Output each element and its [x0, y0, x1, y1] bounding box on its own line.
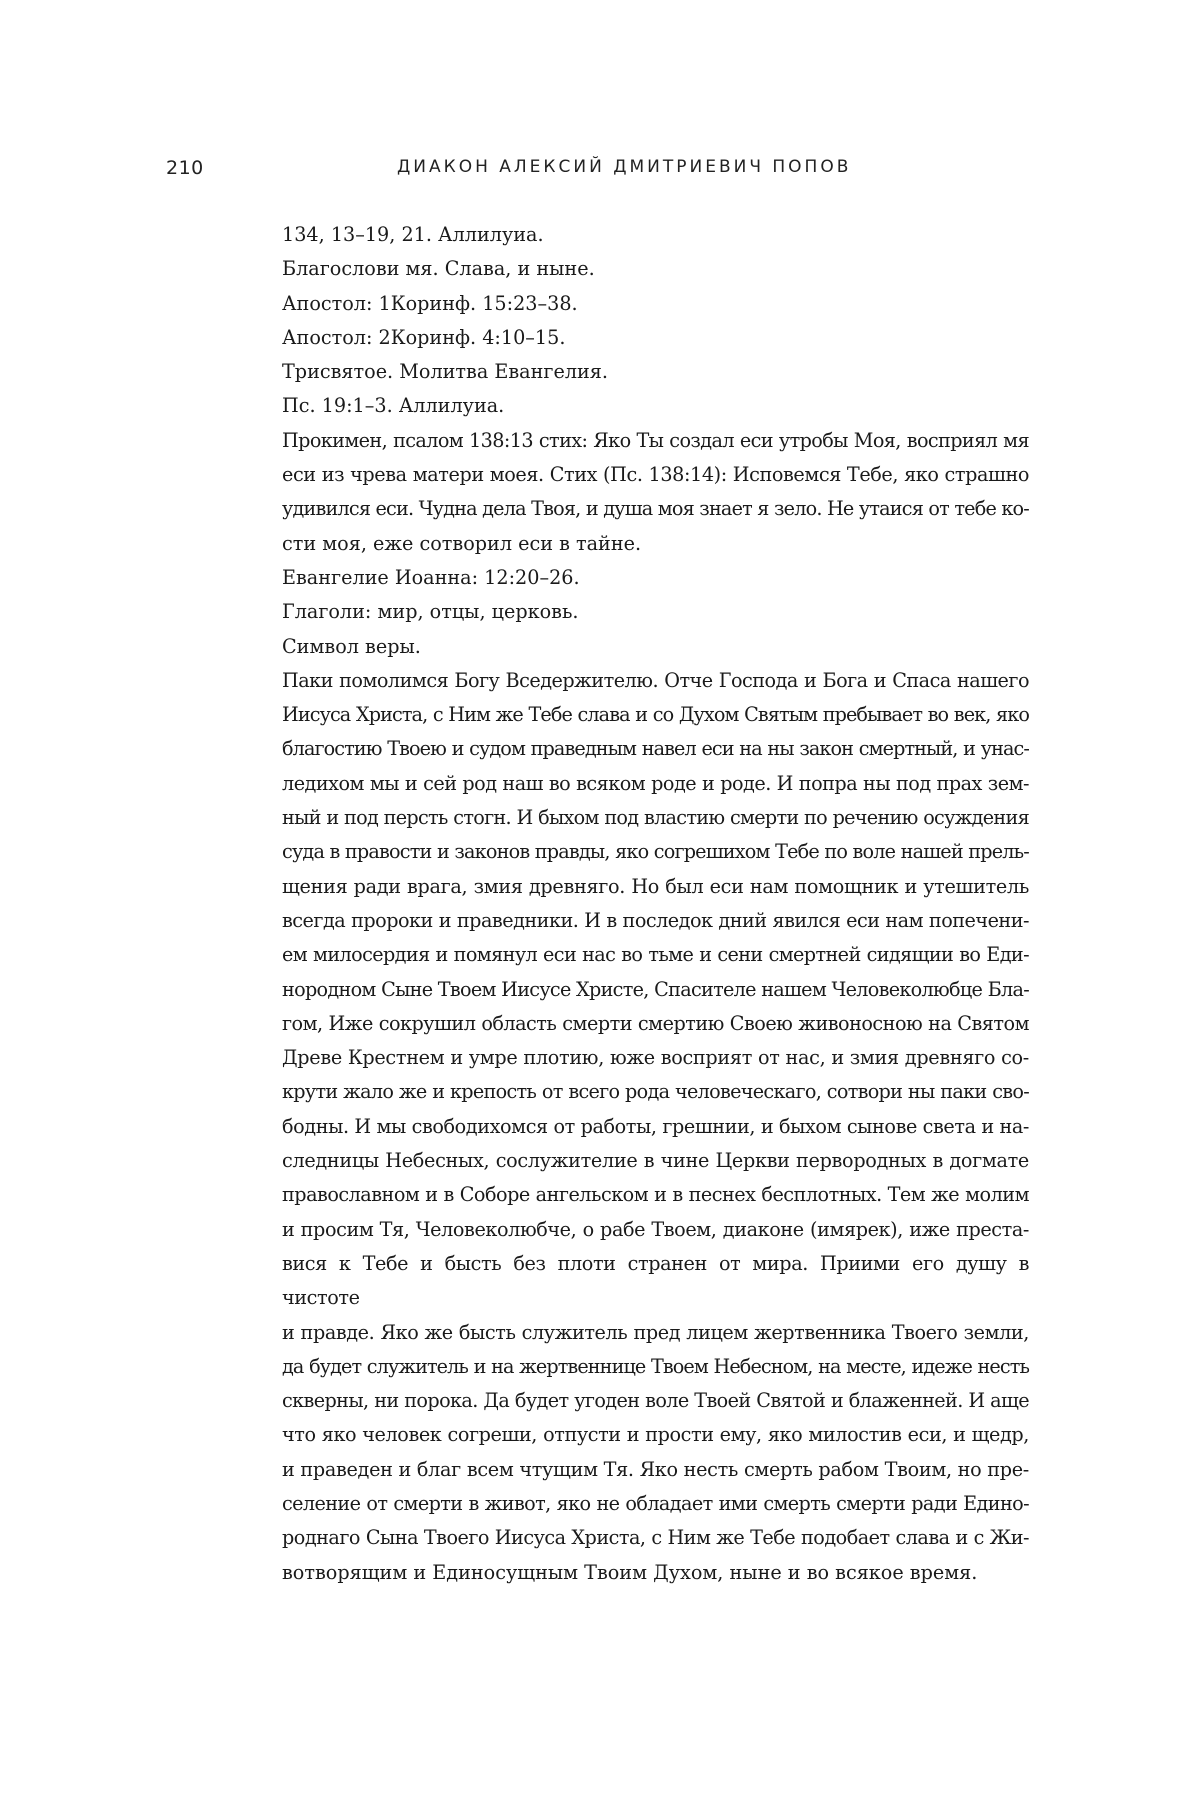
text-line: скверны, ни порока. Да будет угоден воле Твоей Святой и блаженней. И аще	[282, 1389, 1029, 1413]
text-line: щения ради врага, змия древняго. Но был еси нам помощник и утешитель	[282, 874, 1029, 898]
text-line: еси из чрева матери моея. Стих (Пс. 138:14): Исповемся Тебе, яко страшно	[282, 463, 1029, 487]
text-line: 134, 13–19, 21. Аллилуиа.	[282, 223, 544, 246]
text-line: гом, Иже сокрушил область смерти смертию Своею живоносною на Святом	[282, 1011, 1029, 1035]
running-title: ДИАКОН АЛЕКСИЙ ДМИТРИЕВИЧ ПОПОВ	[397, 157, 852, 177]
service-lines	[282, 218, 1029, 424]
main-text	[282, 218, 1029, 1590]
text-line: Иисуса Христа, с Ним же Тебе слава и со Духом Святым пребывает во век, яко	[282, 703, 1029, 727]
text-line: всегда пророки и праведники. И в последок дний явился еси нам попечени-	[282, 908, 1029, 932]
text-line: да будет служитель и на жертвеннице Твоем Небесном, на месте, идеже несть	[282, 1354, 1029, 1378]
text-line: Паки помолимся Богу Вседержителю. Отче Господа и Бога и Спаса нашего	[282, 668, 1029, 692]
text-line: нородном Сыне Твоем Иисусе Христе, Спасителе нашем Человеколюбце Бла-	[282, 977, 1029, 1001]
text-line: Благослови мя. Слава, и ныне.	[282, 257, 595, 281]
text-line: Древе Крестнем и умре плотию, юже восприят от нас, и змия древняго со-	[282, 1046, 1029, 1070]
text-line: и праведен и благ всем чтущим Тя. Яко несть смерть рабом Твоим, но пре-	[282, 1457, 1029, 1481]
text-line: что яко человек согреши, отпусти и прости ему, яко милостив еси, и щедр,	[282, 1423, 1029, 1447]
text-line: Евангелие Иоанна: 12:20–26.	[282, 565, 580, 589]
text-line: бодны. И мы свободихомся от работы, грешнии, и быхом сынове света и на-	[282, 1114, 1029, 1138]
text-line: вотворящим и Единосущным Твоим Духом, ныне и во всякое время.	[282, 1560, 978, 1584]
text-line: сти моя, еже сотворил еси в тайне.	[282, 531, 642, 555]
text-line: крути жало же и крепость от всего рода человеческаго, сотвори ны паки сво-	[282, 1080, 1029, 1104]
text-line: селение от смерти в живот, яко не обладает ими смерть смерти ради Едино-	[282, 1491, 1029, 1515]
text-line: роднаго Сына Твоего Иисуса Христа, с Ним же Тебе подобает слава и с Жи-	[282, 1526, 1029, 1550]
text-line: благостию Твоею и судом праведным навел еси на ны закон смертный, и унас-	[282, 737, 1029, 761]
prayer-paragraph	[282, 664, 1029, 1590]
text-line: ледихом мы и сей род наш во всяком роде и роде. И попра ны под прах зем-	[282, 771, 1029, 795]
text-line: православном и в Соборе ангельском и в песнех бесплотных. Тем же молим	[282, 1183, 1029, 1207]
text-line: удивился еси. Чудна дела Твоя, и душа моя знает я зело. Не утаися от тебе ко-	[282, 497, 1029, 521]
text-line: Символ веры.	[282, 634, 421, 658]
text-line: Трисвятое. Молитва Евангелия.	[282, 360, 609, 384]
text-line: ем милосердия и помянул еси нас во тьме и сени смертней сидящии во Еди-	[282, 943, 1029, 967]
text-line: и правде. Яко же бысть служитель пред лицем жертвенника Твоего земли,	[282, 1320, 1029, 1344]
text-line: Прокимен, псалом 138:13 стих: Яко Ты создал еси утробы Моя, восприял мя	[282, 428, 1029, 452]
text-line: Апостол: 1Коринф. 15:23–38.	[282, 291, 578, 315]
service-lines-after	[282, 561, 1029, 664]
prokimen-paragraph	[282, 424, 1029, 561]
text-line: вися к Тебе и бысть без плоти странен от мира. Приими его душу в чистоте	[282, 1251, 1029, 1310]
text-line: и просим Тя, Человеколюбче, о рабе Твоем, диаконе (имярек), иже преста-	[282, 1217, 1029, 1241]
text-line: Глаголи: мир, отцы, церковь.	[282, 600, 579, 624]
text-line: суда в правости и законов правды, яко согрешихом Тебе по воле нашей прель-	[282, 840, 1029, 864]
text-line: ный и под персть стогн. И быхом под властию смерти по речению осуждения	[282, 806, 1029, 830]
text-line: Апостол: 2Коринф. 4:10–15.	[282, 325, 566, 349]
text-line: Пс. 19:1–3. Аллилуиа.	[282, 394, 505, 418]
running-head	[0, 157, 1200, 187]
page-number: 210	[166, 157, 204, 179]
text-line: следницы Небесных, сослужителие в чине Церкви первородных в догмате	[282, 1149, 1029, 1173]
